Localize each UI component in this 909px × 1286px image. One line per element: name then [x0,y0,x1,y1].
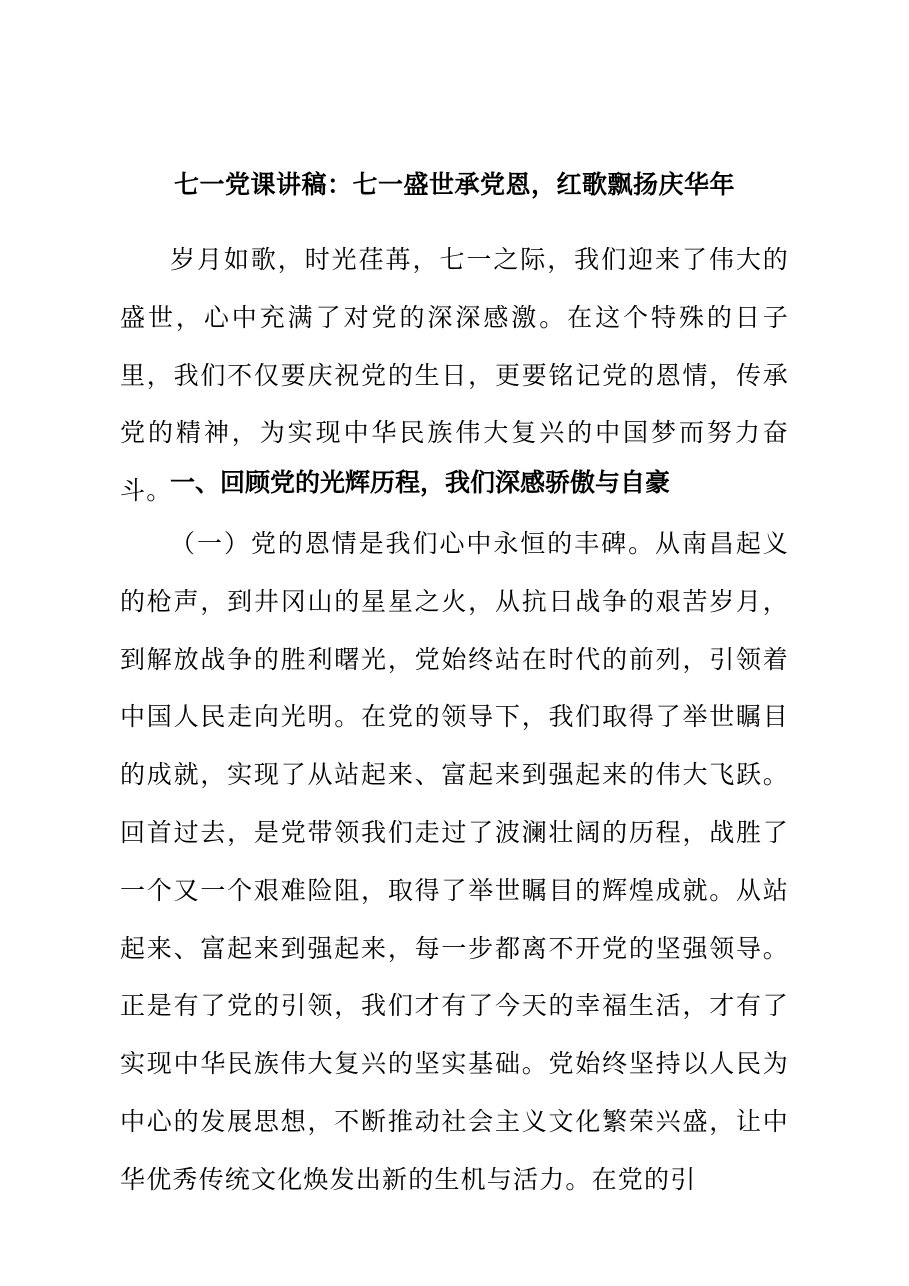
section-paragraph: （一）党的恩情是我们心中永恒的丰碑。从南昌起义的枪声，到井冈山的星星之火，从抗日战争的艰苦岁月，到解放战争的胜利曙光，党始终站在时代的前列，引领着中国人民走向光明。在党的领导下，我们取得了举世瞩目的成就，实现了从站起来、富起来到强起来的伟大飞跃。回首过去，是党带领我们走过了波澜壮阔的历程，战胜了一个又一个艰难险阻，取得了举世瞩目的辉煌成就。从站起来、富起来到强起来，每一步都离不开党的坚强领导。正是有了党的引领，我们才有了今天的幸福生活，才有了实现中华民族伟大复兴的坚实基础。党始终坚持以人民为中心的发展思想，不断推动社会主义文化繁荣兴盛，让中华优秀传统文化焕发出新的生机与活力。在党的引 [120,529,789,1194]
document-title: 七一党课讲稿：七一盛世承党恩，红歌飘扬庆华年 [173,170,735,199]
section-heading: 一、回顾党的光辉历程，我们深感骄傲与自豪 [170,468,671,497]
intro-paragraph: 岁月如歌，时光荏苒，七一之际，我们迎来了伟大的盛世，心中充满了对党的深深感激。在这个特殊的日子里，我们不仅要庆祝党的生日，更要铭记党的恩情，传承党的精神，为实现中华民族伟大复兴的中国梦而努力奋斗。 [120,245,789,506]
